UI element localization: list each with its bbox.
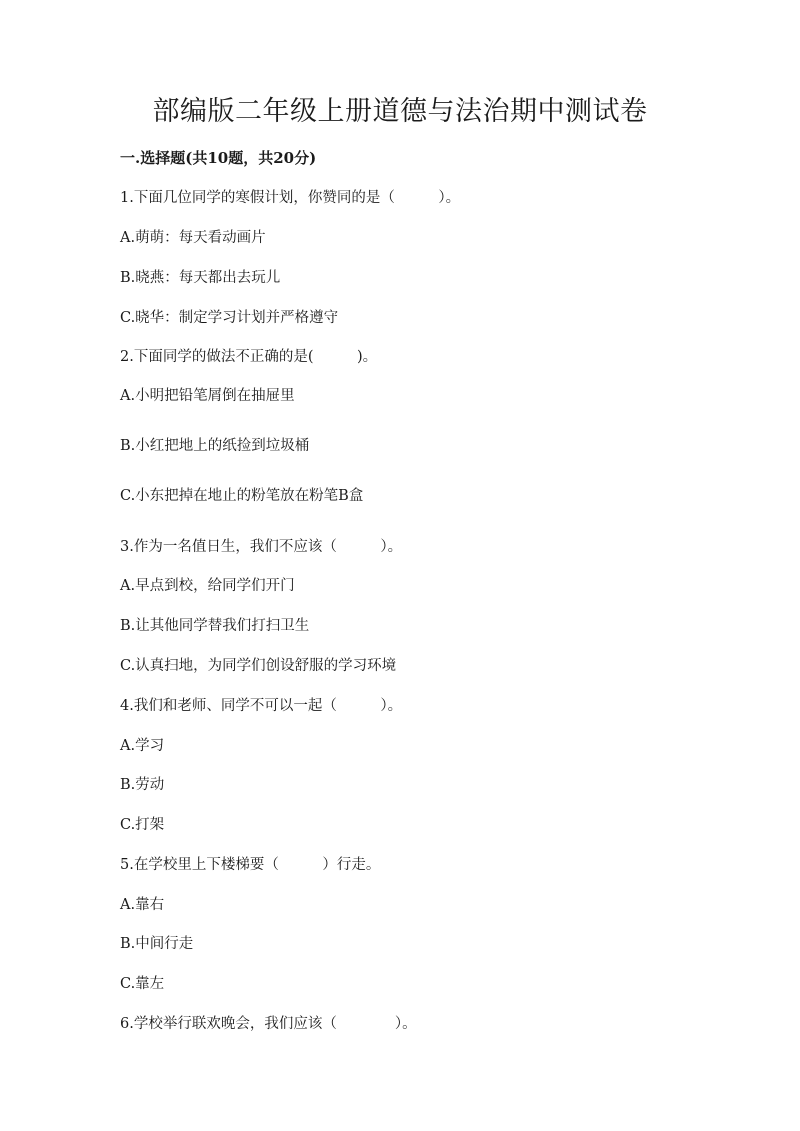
question-option: B.晓燕：每天都出去玩儿 [120,270,281,286]
question-option: C.打架 [120,817,165,833]
question-option: C.晓华：制定学习计划并严格遵守 [120,310,339,326]
question-stem: 3.作为一名值日生，我们不应该（ ）。 [120,539,403,555]
question-option: B.中间行走 [120,936,194,952]
question-option: C.小东把掉在地止的粉笔放在粉笔B盒 [120,488,364,504]
question-stem: 5.在学校里上下楼梯要（ ）行走。 [120,857,381,873]
question-option: A.早点到校，给同学们开门 [120,578,295,594]
question-option: C.靠左 [120,976,165,992]
question-stem: 6.学校举行联欢晚会，我们应该（ ）。 [120,1016,417,1032]
question-option: A.学习 [120,738,165,754]
question-option: B.让其他同学替我们打扫卫生 [120,618,310,634]
question-option: C.认真扫地，为同学们创设舒服的学习环境 [120,658,397,674]
question-stem: 1.下面几位同学的寒假计划，你赞同的是（ ）。 [120,190,461,206]
page-title: 部编版二年级上册道德与法治期中测试卷 [152,96,648,127]
question-option: B.劳动 [120,777,165,793]
question-option: A.萌萌：每天看动画片 [120,230,266,246]
question-stem: 2.下面同学的做法不正确的是( )。 [120,349,378,365]
question-option: B.小红把地上的纸捡到垃圾桶 [120,438,310,454]
question-option: A.小明把铅笔屑倒在抽屉里 [120,388,295,404]
question-stem: 4.我们和老师、同学不可以一起（ ）。 [120,698,403,714]
section-heading: 一.选择题(共10题，共20分) [120,149,317,167]
question-option: A.靠右 [120,897,165,913]
